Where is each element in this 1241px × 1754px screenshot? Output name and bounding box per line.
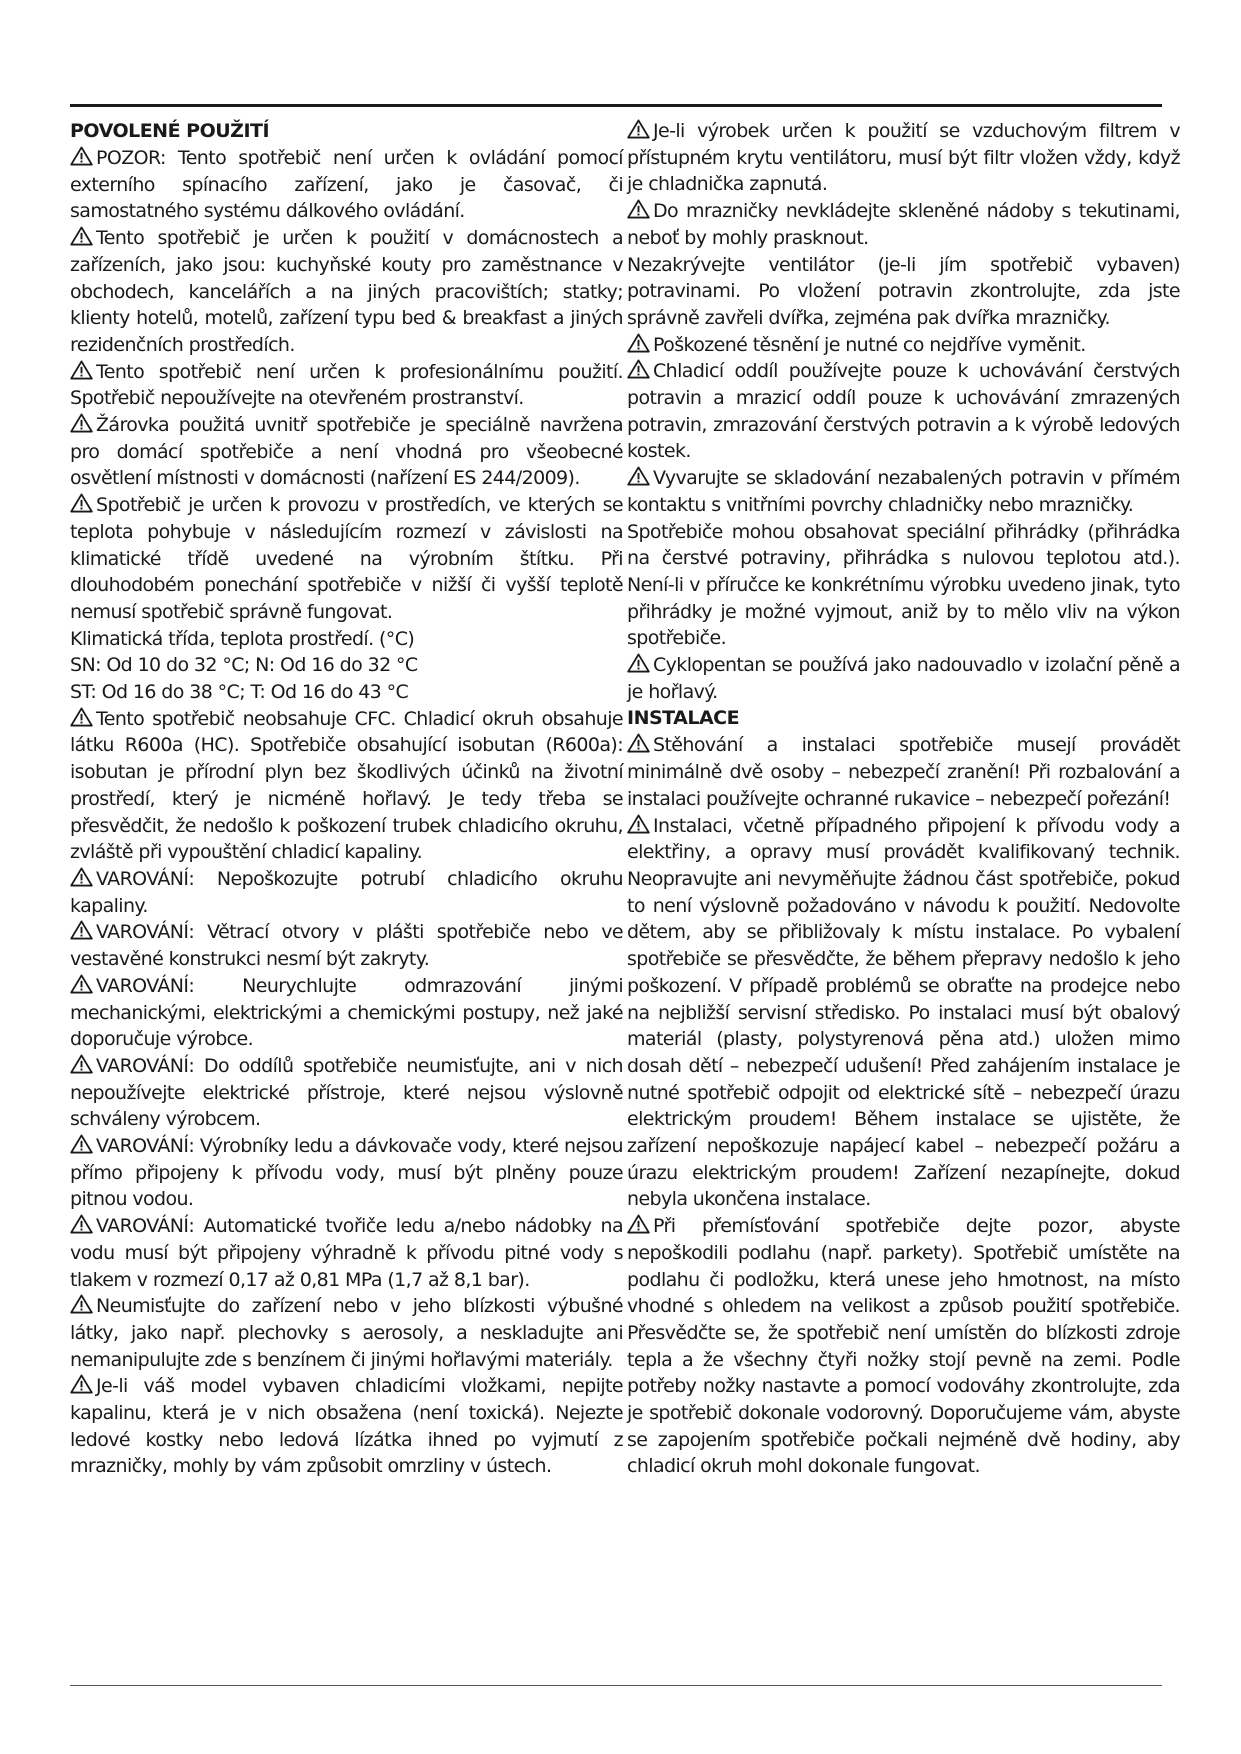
- paragraph: [70, 866, 623, 919]
- paragraph-text: Spotřebič je určen k provozu v prostředích, ve kterých se teplota pohybuje v následujícím rozmezí v závislosti na klimatické třídě uvedené na výrobním štítku. Při dlouhodobém ponechání spotřebiče v nižší či vyšší teplotě nemusí spotřebič správně fungovat.: [70, 494, 623, 623]
- paragraph-text: Při přemísťování spotřebiče dejte pozor, abyste nepoškodili podlahu (např. parkety). Spotřebič umístěte na podlahu či podložku, která unese jeho hmotnost, na místo vhodné s ohledem na velikost a způsob použití spotřebiče. Přesvědčte se, že spotřebič není umístěn do blízkosti zdroje tepla a že všechny čtyři nožky stojí pevně na zemi. Podle potřeby nožky nastavte a pomocí vodováhy zkontrolujte, zda je spotřebič dokonale vodorovný. Doporučujeme vám, abyste se zapojením spotřebiče počkali nejméně dvě hodiny, aby chladicí okruh mohl dokonale fungovat.: [627, 1215, 1180, 1478]
- paragraph: [627, 732, 1180, 812]
- paragraph-text: Tento spotřebič je určen k použití v domácnostech a zařízeních, jako jsou: kuchyňské kouty pro zaměstnance v obchodech, kancelářích a na jiných pracovištích; statky; klienty hotelů, motelů, zařízení typu bed & breakfast a jiných rezidenčních prostředích.: [70, 227, 623, 356]
- paragraph-text: VAROVÁNÍ: Výrobníky ledu a dávkovače vody, které nejsou přímo připojeny k přívodu vody, musí být plněny pouze pitnou vodou.: [70, 1135, 623, 1211]
- warning-icon: [70, 226, 93, 246]
- paragraph: [70, 359, 623, 412]
- warning-icon: [70, 413, 93, 433]
- warning-icon: [627, 199, 650, 219]
- right-paragraphs-after: [627, 732, 1180, 1480]
- paragraph-text: Chladicí oddíl používejte pouze k uchovávání čerstvých potravin a mrazicí oddíl pouze k uchovávání zmrazených potravin, zmrazování čerstvých potravin a k výrobě ledových kostek.: [627, 360, 1180, 463]
- paragraph-text: VAROVÁNÍ: Nepoškozujte potrubí chladicího okruhu kapaliny.: [70, 867, 623, 917]
- section-heading-permitted-use: POVOLENÉ POUŽITÍ: [70, 120, 270, 142]
- warning-icon: [70, 493, 93, 513]
- paragraph: [70, 973, 623, 1053]
- warning-icon: [70, 867, 93, 887]
- paragraph: [627, 465, 1180, 518]
- paragraph: [70, 1373, 623, 1480]
- paragraph: [70, 626, 623, 653]
- paragraph-text: Spotřebiče mohou obsahovat speciální přihrádky (přihrádka na čerstvé potraviny, přihrádka s nulovou teplotou atd.). Není-li v příručce ke konkrétnímu výrobku uvedeno jinak, tyto přihrádky je možné vyjmout, aniž by to mělo vliv na výkon spotřebiče.: [627, 520, 1180, 650]
- paragraph-text: SN: Od 10 do 32 °C; N: Od 16 do 32 °C: [70, 654, 418, 677]
- paragraph: [70, 1133, 623, 1213]
- bottom-rule: [70, 1685, 1162, 1686]
- warning-icon: [627, 119, 650, 139]
- warning-icon: [70, 146, 93, 166]
- warning-icon: [627, 466, 650, 486]
- warning-icon: [70, 920, 93, 940]
- paragraph: [70, 679, 623, 706]
- paragraph-text: Instalaci, včetně případného připojení k přívodu vody a elektřiny, a opravy musí provádět kvalifikovaný technik. Neopravujte ani nevyměňujte žádnou část spotřebiče, pokud to není výslovně požadováno v návodu k použití. Nedovolte dětem, aby se přibližovaly k místu instalace. Po vybalení spotřebiče se přesvědčte, že během přepravy nedošlo k jeho poškození. V případě problémů se obraťte na prodejce nebo na nejbližší servisní středisko. Po instalaci musí být obalový materiál (plasty, polystyrenová pěna atd.) uložen mimo dosah dětí – nebezpečí udušení! Před zahájením instalace je nutné spotřebič odpojit od elektrické sítě – nebezpečí úrazu elektrickým proudem! Během instalace se ujistěte, že zařízení nepoškozuje napájecí kabel – nebezpečí požáru a úrazu elektrickým proudem! Zařízení nezapínejte, dokud nebyla ukončena instalace.: [627, 814, 1180, 1211]
- warning-icon: [627, 359, 650, 379]
- paragraph: [70, 412, 623, 492]
- paragraph: [70, 919, 623, 972]
- paragraph-text: Cyklopentan se používá jako nadouvadlo v izolační pěně a je hořlavý.: [627, 654, 1180, 703]
- left-column: [70, 118, 623, 1480]
- section-heading-installation: INSTALACE: [627, 707, 740, 730]
- paragraph: [627, 198, 1180, 251]
- paragraph-text: Žárovka použitá uvnitř spotřebiče je speciálně navržena pro domácí spotřebiče a není vhodná pro všeobecné osvětlení místnosti v domácnosti (nařízení ES 244/2009).: [70, 414, 623, 490]
- paragraph: [70, 1053, 623, 1133]
- paragraph: [70, 652, 623, 679]
- paragraph: [627, 813, 1180, 1214]
- paragraph-text: VAROVÁNÍ: Neurychlujte odmrazování jinými mechanickými, elektrickými a chemickými postupy, než jaké doporučuje výrobce.: [70, 974, 623, 1051]
- warning-icon: [627, 333, 650, 353]
- paragraph: [627, 652, 1180, 705]
- right-column: [627, 118, 1180, 1480]
- paragraph-text: Do mrazničky nevkládejte skleněné nádoby s tekutinami, neboť by mohly prasknout.: [627, 200, 1180, 249]
- warning-icon: [70, 1294, 93, 1314]
- paragraph: [70, 145, 623, 225]
- warning-icon: [70, 707, 93, 727]
- warning-icon: [70, 1054, 93, 1074]
- paragraph-text: Klimatická třída, teplota prostředí. (°C): [70, 627, 415, 650]
- paragraph-text: Stěhování a instalaci spotřebiče musejí provádět minimálně dvě osoby – nebezpečí zranění! Při rozbalování a instalaci používejte ochranné rukavice – nebezpečí pořezání!: [627, 734, 1180, 810]
- paragraph-text: Vyvarujte se skladování nezabalených potravin v přímém kontaktu s vnitřními povrchy chladničky nebo mrazničky.: [627, 467, 1180, 516]
- paragraph: [70, 1293, 623, 1373]
- paragraph-text: VAROVÁNÍ: Automatické tvořiče ledu a/nebo nádobky na vodu musí být připojeny výhradně k přívodu pitné vody s tlakem v rozmezí 0,17 až 0,81 MPa (1,7 až 8,1 bar).: [70, 1215, 623, 1291]
- warning-icon: [627, 733, 650, 753]
- paragraph-text: VAROVÁNÍ: Větrací otvory v plášti spotřebiče nebo ve vestavěné konstrukci nesmí být zakryty.: [70, 921, 623, 971]
- paragraph-text: Tento spotřebič neobsahuje CFC. Chladicí okruh obsahuje látku R600a (HC). Spotřebiče obsahující isobutan (R600a): isobutan je přírodní plyn bez škodlivých účinků na životní prostředí, který je nicméně hořlavý. Je tedy třeba se přesvědčit, že nedošlo k poškození trubek chladicího okruhu, zvláště při vypouštění chladicí kapaliny.: [70, 707, 623, 864]
- paragraph-text: ST: Od 16 do 38 °C; T: Od 16 do 43 °C: [70, 681, 409, 704]
- warning-icon: [70, 1214, 93, 1234]
- paragraph-text: Poškozené těsnění je nutné co nejdříve vyměnit.: [653, 333, 1086, 356]
- warning-icon: [70, 974, 93, 994]
- paragraph: [627, 252, 1180, 332]
- paragraph: [627, 332, 1180, 359]
- paragraph-text: POZOR: Tento spotřebič není určen k ovládání pomocí externího spínacího zařízení, jako je časovač, či samostatného systému dálkového ovládání.: [70, 147, 623, 223]
- paragraph: [70, 225, 623, 359]
- warning-icon: [627, 814, 650, 834]
- paragraph: [627, 118, 1180, 198]
- paragraph-text: VAROVÁNÍ: Do oddílů spotřebiče neumisťujte, ani v nich nepoužívejte elektrické přístroje, které nejsou výslovně schváleny výrobcem.: [70, 1054, 623, 1131]
- paragraph-text: Je-li váš model vybaven chladicími vložkami, nepijte kapalinu, která je v nich obsažena (není toxická). Nejezte ledové kostky nebo ledová lízátka ihned po vyjmutí z mrazničky, mohly by vám způsobit omrzliny v ústech.: [70, 1375, 623, 1478]
- warning-icon: [627, 653, 650, 673]
- warning-icon: [627, 1214, 650, 1234]
- paragraph-text: Tento spotřebič není určen k profesionálnímu použití. Spotřebič nepoužívejte na otevřeném prostranství.: [70, 360, 623, 410]
- paragraph: [627, 519, 1180, 653]
- paragraph: [70, 492, 623, 626]
- right-paragraphs-before: [627, 118, 1180, 705]
- warning-icon: [70, 1134, 93, 1154]
- paragraph: [70, 706, 623, 866]
- warning-icon: [70, 1374, 93, 1394]
- left-paragraphs: [70, 145, 623, 1480]
- paragraph: [70, 1213, 623, 1293]
- paragraph: [627, 358, 1180, 465]
- paragraph-text: Je-li výrobek určen k použití se vzduchovým filtrem v přístupném krytu ventilátoru, musí být filtr vložen vždy, když je chladnička zapnutá.: [627, 120, 1180, 196]
- paragraph-text: Neumisťujte do zařízení nebo v jeho blízkosti výbušné látky, jako např. plechovky s aerosoly, a neskladujte ani nemanipulujte zde s benzínem či jinými hořlavými materiály.: [70, 1295, 623, 1371]
- top-rule: [70, 104, 1162, 107]
- paragraph-text: Nezakrývejte ventilátor (je-li jím spotřebič vybaven) potravinami. Po vložení potravin zkontrolujte, zda jste správně zavřeli dvířka, zejména pak dvířka mrazničky.: [627, 253, 1180, 329]
- warning-icon: [70, 360, 93, 380]
- paragraph: [627, 1213, 1180, 1480]
